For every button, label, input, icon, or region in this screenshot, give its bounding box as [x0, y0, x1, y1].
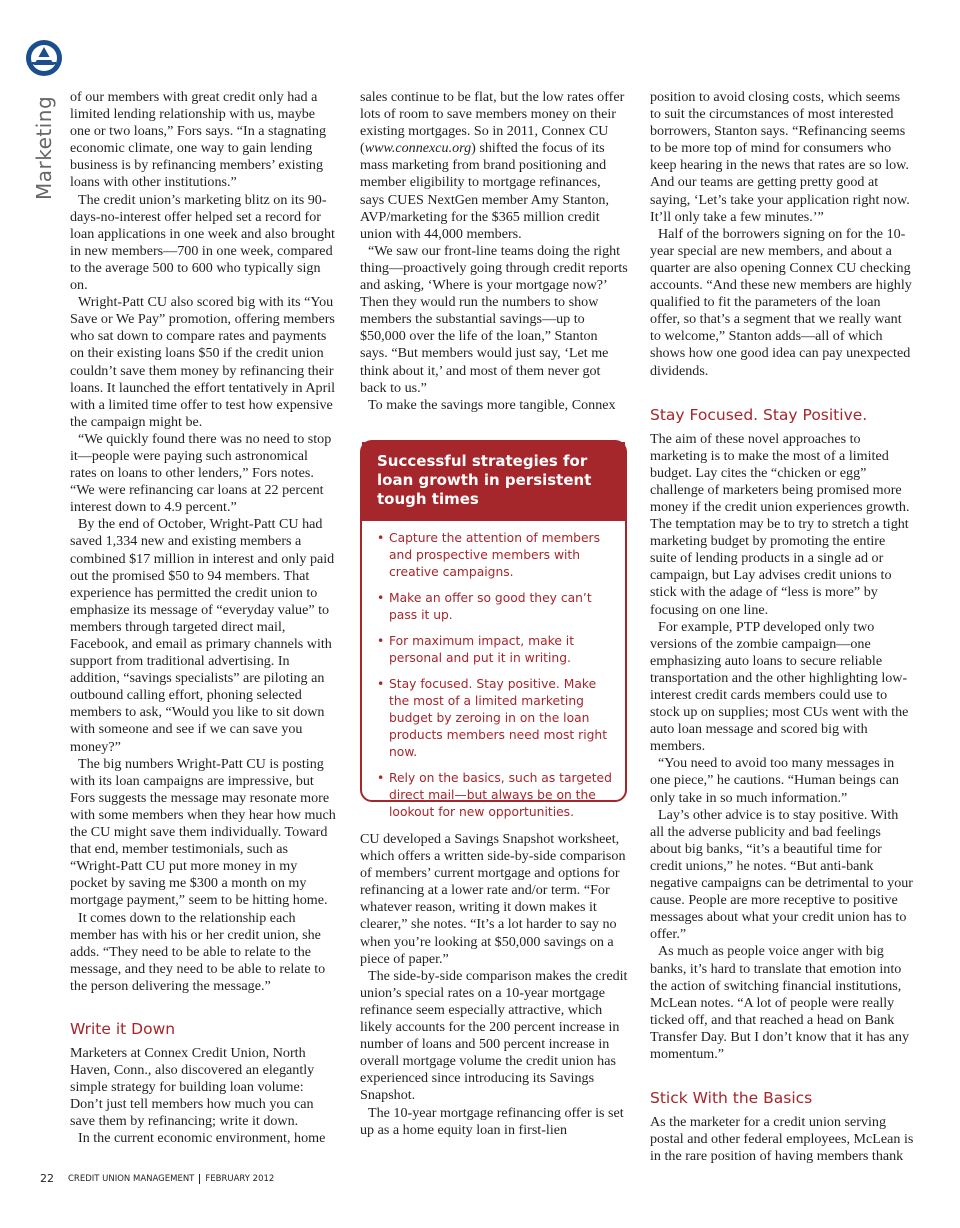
- page-number: 22: [40, 1172, 54, 1185]
- paragraph: Lay’s other advice is to stay positive. With all the adverse publicity and bad feelings about big banks, “it’s a beautiful time for credit unions,” he notes. “But anti-bank negative campaigns can be detrimental to your cause. People are more receptive to positive messages about what your credit union has to offer.”: [650, 806, 913, 943]
- paragraph: The aim of these novel approaches to marketing is to make the most of a limited budget. Lay cites the “chicken or egg” challenge of marketers being promised more money if the credit union experiences growth. The temptation may be to try to stretch a tight marketing budget by promoting the entire suite of lending products in a single ad or campaign, but Lay advises credit unions to stick with the adage of “less is more” by focusing on one line.: [650, 430, 910, 618]
- section-label: [28, 90, 60, 200]
- paragraph: The 10-year mortgage refinancing offer is set up as a home equity loan in first-lien: [360, 1104, 624, 1138]
- paragraph: [360, 89, 628, 243]
- issue-date: FEBRUARY 2012: [205, 1173, 275, 1184]
- paragraph: In the current economic environment, home: [78, 1130, 326, 1147]
- publication-name: CREDIT UNION MANAGEMENT: [68, 1173, 195, 1184]
- list-item: • Stay focused. Stay positive. Make the most of a limited marketing budget by zeroing in on the loan products members need most right now.: [377, 676, 613, 761]
- paragraph: As much as people voice anger with big banks, it’s hard to translate that emotion into the action of switching financial institutions, McLean notes. “A lot of people were really ticked off, and that reached a head on Bank Transfer Day. But I don’t know that it has any momentum.”: [650, 943, 910, 1062]
- column-2-continued: [360, 831, 628, 1139]
- subheading-stay-focused: Stay Focused. Stay Positive.: [650, 405, 868, 424]
- paragraph: “We saw our front-line teams doing the right thing—proactively going through credit reports and asking, ‘Where is your mortgage now?’ Then they would run the numbers to show members the substantial savings—up to $50,000 over the life of the loan,” Stanton says. “But members would just say, ‘Let me think about it,’ and most of them never got back to us.”: [360, 242, 628, 396]
- paragraph: CU developed a Savings Snapshot worksheet, which offers a written side-by-side comparison of members’ current mortgage and options for refinancing at a lower rate and/or term. “For whatever reason, writing it down makes it clearer,” she notes. “It’s a lot harder to say no when you’re looking at $50,000 savings on a piece of paper.”: [360, 831, 626, 967]
- text-span: ) shifted the focus of its mass marketing from brand positioning and member eligibility to mortgage refinances, says CUES NextGen member Amy Stanton, AVP/marketing for the $365 million credit union with 44,000 members.: [360, 140, 609, 242]
- paragraph: As the marketer for a credit union serving postal and other federal employees, McLean is in the rare position of having members thank: [650, 1114, 914, 1165]
- column-2: [360, 89, 628, 414]
- url-link[interactable]: www.connexcu.org: [364, 140, 472, 157]
- sidebar-title: Successful strategies for loan growth in persistent tough times: [362, 442, 625, 521]
- paragraph: “You need to avoid too many messages in one piece,” he cautions. “Human beings can only take in so much information.”: [650, 755, 899, 806]
- paragraph: For example, PTP developed only two versions of the zombie campaign—one emphasizing auto loans to secure reliable transportation and the other highlighting low-interest credit cards members could use to stock up on supplies; most CUs went with the auto loan message and scored big with members.: [650, 618, 909, 755]
- footer-divider: [199, 1174, 200, 1184]
- sidebar-list: [362, 521, 625, 821]
- paragraph: “We quickly found there was no need to stop it—people were paying such astronomical rates on loans to other lenders,” Fors notes. “We were refinancing car loans at 22 percent interest down to 4.9 percent.”: [70, 430, 332, 516]
- column-3: [650, 89, 914, 1165]
- logo-icon: [24, 38, 64, 78]
- text-span: sales continue to be flat, but the low rates offer lots of room to save members money on their existing mortgages. So in 2011, Connex CU (: [360, 89, 625, 157]
- list-item: • For maximum impact, make it personal and put it in writing.: [377, 633, 613, 667]
- paragraph: It comes down to the relationship each member has with his or her credit union, she adds. “They need to be able to relate to the message, and they need to be able to relate to the person delivering the message.”: [70, 909, 326, 994]
- paragraph: To make the savings more tangible, Connex: [368, 396, 616, 413]
- list-item: • Rely on the basics, such as targeted direct mail—but always be on the lookout for new opportunities.: [377, 770, 613, 821]
- list-item: • Make an offer so good they can’t pass it up.: [377, 590, 613, 624]
- paragraph: By the end of October, Wright-Patt CU had saved 1,334 new and existing members a combined $17 million in interest and only paid out the promised $50 to 94 members. That experience has permitted the credit union to emphasize its message of “everyday value” to members through targeted direct mail, Facebook, and email as primary channels with support from traditional advertising. In addition, “savings specialists” are piloting an outbound calling effort, phoning selected members to ask, “Would you like to sit down with someone and see if we can save you money?”: [70, 516, 335, 755]
- paragraph: position to avoid closing costs, which seems to suit the circumstances of most interested borrowers, Stanton says. “Refinancing seems to be more top of mind for consumers who keep hearing in the news that rates are so low. And our teams are getting pretty good at saying, ‘Let’s take your application right now. It’ll only take a few minutes.’”: [650, 89, 910, 225]
- list-item: • Capture the attention of members and prospective members with creative campaigns.: [377, 530, 613, 581]
- paragraph: Marketers at Connex Credit Union, North Haven, Conn., also discovered an elegantly simple strategy for building loan volume: Don’t just tell members how much you can save them by refinancing; write it down.: [70, 1044, 315, 1130]
- page-footer: [40, 1172, 274, 1185]
- paragraph: The credit union’s marketing blitz on its 90-days-no-interest offer helped set a record for loan applications in one week and also brought in new members—700 in one week, compared to the average 500 to 600 who typically sign on.: [70, 191, 335, 294]
- paragraph: of our members with great credit only had a limited lending relationship with us, maybe one or two loans,” Fors says. “In a stagnating economic climate, one way to gain lending business is by refinancing members’ existing loans with other institutions.”: [70, 89, 326, 191]
- subheading-stick-with-basics: Stick With the Basics: [650, 1089, 813, 1108]
- section-name: Marketing: [32, 95, 56, 200]
- paragraph: The big numbers Wright-Patt CU is posting with its loan campaigns are impressive, but Fors suggests the message may resonate more with some members when they hear how much the CU might save them individually. Toward that end, member testimonials, such as “Wright-Patt CU put more money in my pocket by saving me $300 a month on my mortgage payment,” seem to be hitting home.: [70, 755, 336, 909]
- paragraph: Wright-Patt CU also scored big with its “You Save or We Pay” promotion, offering members who sat down to compare rates and payments on their existing loans $50 if the credit union couldn’t save them money by refinancing their loans. It launched the effort tentatively in April with a limited time offer to test how expensive the campaign might be.: [70, 294, 336, 430]
- strategies-sidebar: [360, 440, 627, 819]
- subheading-write-it-down: Write it Down: [70, 1019, 176, 1038]
- column-1: [70, 89, 336, 1148]
- paragraph: The side-by-side comparison makes the credit union’s special rates on a 10-year mortgage refinance seem especially attractive, which likely accounts for the 200 percent increase in number of loans and 500 percent increase in overall mortgage volume the credit union has experienced since introducing its Savings Snapshot.: [360, 967, 628, 1104]
- paragraph: Half of the borrowers signing on for the 10-year special are new members, and about a quarter are also opening Connex CU checking accounts. “And these new members are highly qualified to fit the parameters of the loan offer, so that’s a segment that we really want to welcome,” Stanton adds—all of which shows how one good idea can pay unexpected dividends.: [650, 225, 912, 379]
